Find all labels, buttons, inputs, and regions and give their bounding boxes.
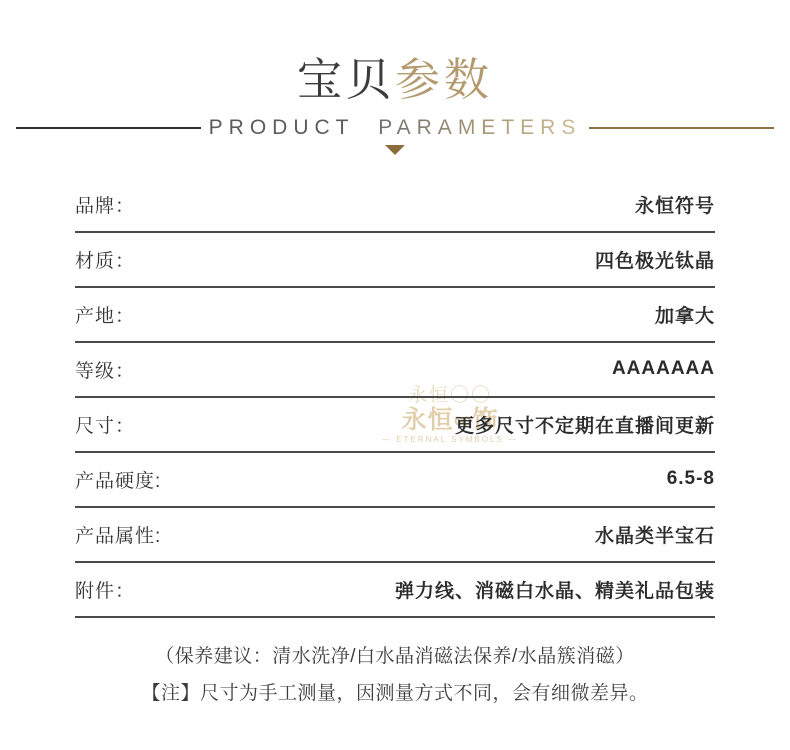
table-row-material [75,233,715,288]
row-label: 附件： [75,580,136,602]
watermark-en: — ETERNAL SYMBOLS — [382,435,518,445]
header-rule-left [16,127,201,129]
row-label: 等级： [75,360,136,382]
page-title [0,54,790,106]
table-row-grade [75,343,715,398]
measurement-note: 【注】尺寸为手工测量，因测量方式不同，会有细微差异。 [141,682,649,704]
row-value: 水晶类半宝石 [594,525,715,547]
row-value: 四色极光钛晶 [594,250,715,272]
row-value: 弹力线、消磁白水晶、精美礼品包装 [394,580,715,602]
care-advice-note: （保养建议：清水洗净/白水晶消磁法保养/水晶簇消磁） [155,645,635,667]
watermark-cn-top: 永恒〇〇 [407,384,492,406]
subtitle-row [0,116,790,140]
row-value: 6.5-8 [666,468,715,490]
title-cn-gold: 参数 [395,54,494,105]
table-row-origin [75,288,715,343]
subtitle-en [209,116,582,140]
header [0,0,790,155]
table-row-accessories [75,563,715,618]
table-row-hardness [75,453,715,508]
title-cn-dark: 宝贝 [296,54,395,105]
row-label: 产品硬度: [75,470,162,492]
spec-table [75,178,715,618]
subtitle-word-parameters: PARAMETERS [378,115,582,139]
row-label: 产地： [75,305,136,327]
row-label: 尺寸： [75,415,136,437]
watermark-cn-main: 永恒∞饰 [401,405,499,434]
row-label: 品牌： [75,195,136,217]
table-row-attribute [75,508,715,563]
table-row-brand [75,178,715,233]
row-value: 永恒符号 [634,195,715,217]
subtitle-word-product: PRODUCT [208,115,355,139]
row-label: 材质： [75,250,136,272]
row-label: 产品属性: [75,525,162,547]
triangle-down-icon [385,145,405,155]
table-row-size [75,398,715,453]
row-value: AAAAAAA [611,358,715,380]
row-value: 更多尺寸不定期在直播间更新 [454,415,715,437]
header-rule-right [589,127,774,129]
footer-notes [0,638,790,712]
row-value: 加拿大 [654,305,715,327]
